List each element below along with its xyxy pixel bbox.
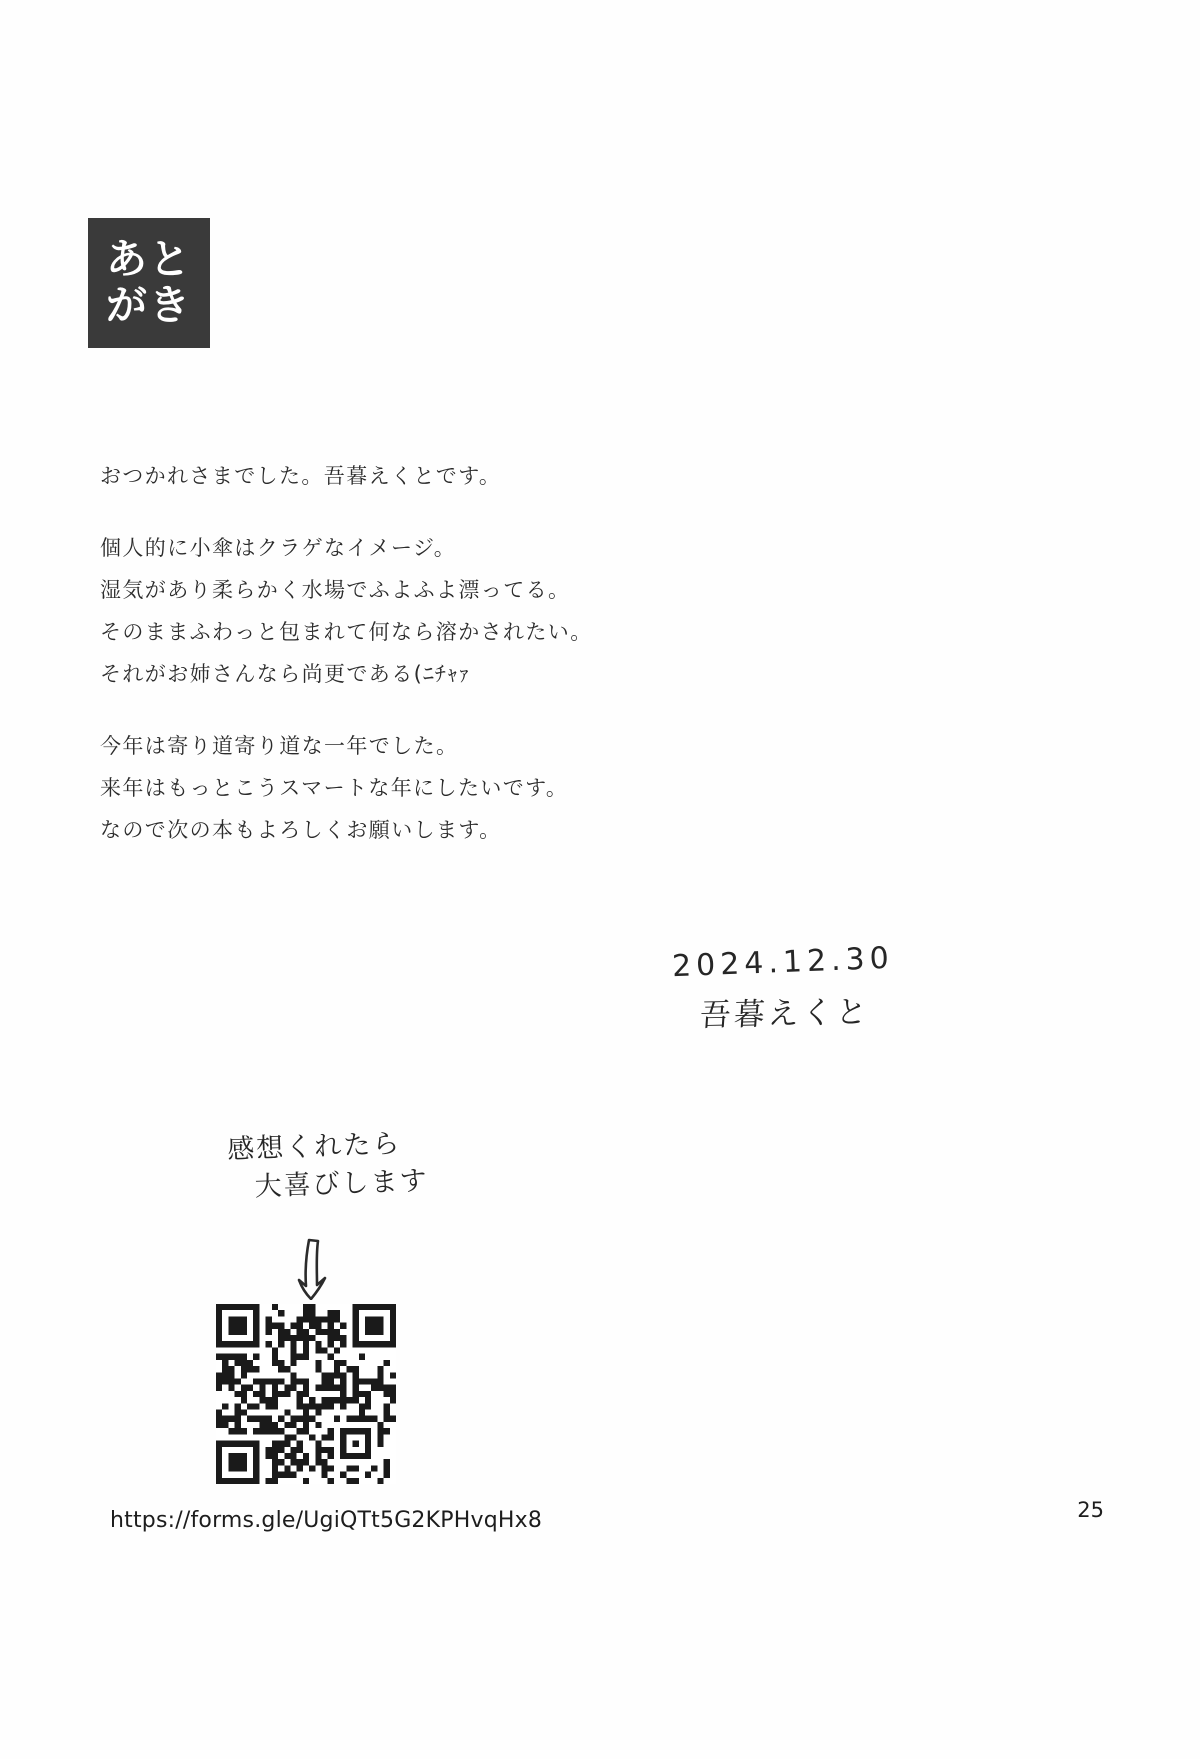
text-line: 個人的に小傘はクラゲなイメージ。 [100, 536, 457, 560]
text-line: 今年は寄り道寄り道な一年でした。 [100, 734, 459, 758]
text-line: そのままふわっと包まれて何なら溶かされたい。 [100, 620, 593, 644]
text-line: おつかれさまでした。吾暮えくとです。 [100, 464, 502, 488]
paragraph [100, 527, 920, 695]
qr-note-line-1: 感想くれたら [226, 1128, 402, 1166]
section-heading-atogaki [88, 218, 210, 348]
author-signature [671, 940, 895, 1034]
heading-line-1: あと [106, 235, 192, 284]
heading-line-2: がき [106, 281, 192, 329]
arrow-down-icon [296, 1238, 336, 1300]
page-number: 25 [1077, 1498, 1104, 1522]
text-line: それがお姉さんなら尚更である(ﾆﾁｬｧ [100, 662, 471, 686]
qr-handwritten-note [227, 1125, 430, 1209]
afterword-body [100, 455, 920, 851]
text-line: 来年はもっとこうスマートな年にしたいです。 [100, 776, 569, 800]
signature-date: 2024.12.30 [671, 940, 895, 985]
paragraph [100, 455, 920, 497]
qr-note-line-2: 大喜びします [254, 1165, 430, 1203]
form-url[interactable]: https://forms.gle/UgiQTt5G2KPHvqHx8 [110, 1508, 543, 1533]
signature-name: 吾暮えくと [698, 994, 871, 1034]
paragraph [100, 725, 920, 851]
qr-code-icon[interactable] [216, 1304, 396, 1484]
text-line: 湿気があり柔らかく水場でふよふよ漂ってる。 [100, 578, 571, 602]
text-line: なので次の本もよろしくお願いします。 [100, 818, 502, 842]
